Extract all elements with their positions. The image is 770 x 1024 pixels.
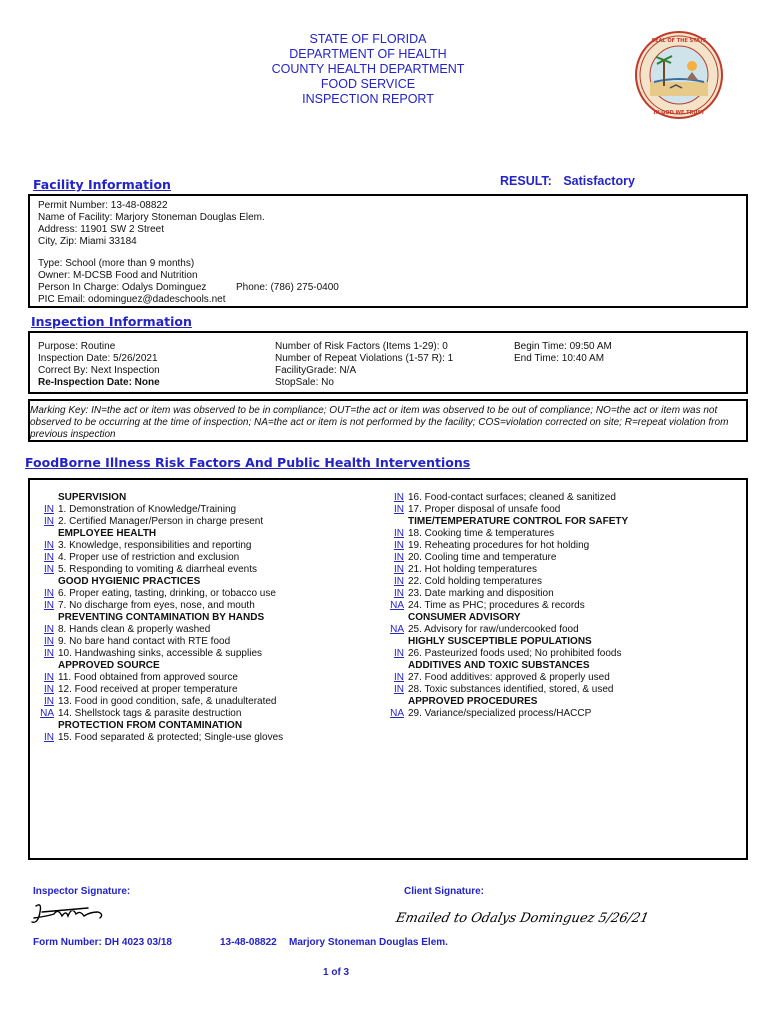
pic-email: PIC Email: odominguez@dadeschools.net <box>38 294 226 305</box>
checklist-item <box>32 504 332 516</box>
checklist-item-text: 28. Toxic substances identified, stored, & used <box>408 684 614 695</box>
header-line: COUNTY HEALTH DEPARTMENT <box>271 62 465 76</box>
inspector-signature-label: Inspector Signature: <box>33 886 131 897</box>
compliance-status: NA <box>40 708 54 719</box>
repeat-violation-count: Number of Repeat Violations (1-57 R): 1 <box>275 353 454 364</box>
facility-grade: FacilityGrade: N/A <box>275 365 357 376</box>
checklist-item <box>32 540 332 552</box>
compliance-status: IN <box>394 576 404 587</box>
correct-by: Correct By: Next Inspection <box>38 365 160 376</box>
compliance-status: IN <box>394 684 404 695</box>
checklist-item <box>32 672 332 684</box>
checklist-item <box>382 492 742 504</box>
category-row <box>382 612 742 624</box>
checklist-item <box>32 564 332 576</box>
compliance-status: NA <box>390 708 404 719</box>
compliance-status: IN <box>44 588 54 599</box>
checklist-item-text: 27. Food additives: approved & properly used <box>408 672 610 683</box>
page-number: 1 of 3 <box>323 967 350 978</box>
checklist-item <box>32 732 332 744</box>
compliance-status: IN <box>394 588 404 599</box>
category-row <box>382 636 742 648</box>
category-row <box>32 720 332 732</box>
checklist-item <box>382 540 742 552</box>
inspection-purpose: Purpose: Routine <box>38 341 116 352</box>
checklist-item-text: 6. Proper eating, tasting, drinking, or tobacco use <box>58 588 276 599</box>
category-heading: GOOD HYGIENIC PRACTICES <box>58 576 201 587</box>
category-heading: TIME/TEMPERATURE CONTROL FOR SAFETY <box>408 516 629 527</box>
begin-time: Begin Time: 09:50 AM <box>514 341 612 352</box>
checklist-item <box>32 516 332 528</box>
florida-state-seal-icon <box>634 30 724 120</box>
checklist-item-text: 1. Demonstration of Knowledge/Training <box>58 504 237 515</box>
reinspection-date: Re-Inspection Date: None <box>38 377 160 388</box>
inspection-date: Inspection Date: 5/26/2021 <box>38 353 158 364</box>
svg-text:SEAL OF THE STATE: SEAL OF THE STATE <box>651 38 707 44</box>
header-line: FOOD SERVICE <box>320 77 416 91</box>
compliance-status: IN <box>44 696 54 707</box>
checklist-item-text: 14. Shellstock tags & parasite destruction <box>58 708 242 719</box>
checklist-item <box>32 708 332 720</box>
svg-text:IN GOD WE TRUST: IN GOD WE TRUST <box>653 110 705 116</box>
category-row <box>382 660 742 672</box>
compliance-status: IN <box>394 528 404 539</box>
facility-owner: Owner: M-DCSB Food and Nutrition <box>38 270 198 281</box>
checklist-item <box>32 552 332 564</box>
compliance-status: IN <box>44 732 54 743</box>
checklist-item-text: 3. Knowledge, responsibilities and reporting <box>58 540 252 551</box>
checklist-item-text: 4. Proper use of restriction and exclusion <box>58 552 240 563</box>
category-heading: EMPLOYEE HEALTH <box>58 528 157 539</box>
checklist-item-text: 17. Proper disposal of unsafe food <box>408 504 561 515</box>
checklist-item <box>382 624 742 636</box>
checklist-item-text: 8. Hands clean & properly washed <box>58 624 211 635</box>
checklist-item <box>32 684 332 696</box>
compliance-status: NA <box>390 600 404 611</box>
marking-key-line: previous inspection <box>30 429 116 440</box>
compliance-status: IN <box>394 504 404 515</box>
compliance-status: IN <box>44 624 54 635</box>
end-time: End Time: 10:40 AM <box>514 353 605 364</box>
checklist-item <box>382 648 742 660</box>
compliance-status: IN <box>394 552 404 563</box>
checklist-item <box>382 600 742 612</box>
compliance-status: IN <box>394 564 404 575</box>
checklist-item-text: 20. Cooling time and temperature <box>408 552 557 563</box>
inspection-information-heading: Inspection Information <box>31 314 192 329</box>
person-in-charge: Person In Charge: Odalys Dominguez <box>38 282 207 293</box>
category-heading: HIGHLY SUSCEPTIBLE POPULATIONS <box>408 636 592 647</box>
facility-address: Address: 11901 SW 2 Street <box>38 224 164 235</box>
checklist-item-text: 10. Handwashing sinks, accessible & supplies <box>58 648 262 659</box>
checklist-item-text: 25. Advisory for raw/undercooked food <box>408 624 579 635</box>
marking-key-line: Marking Key: IN=the act or item was observed to be in compliance; OUT=the act or item was observed to be out of compliance; NO=the act or item was not <box>30 405 718 416</box>
checklist-item-text: 9. No bare hand contact with RTE food <box>58 636 231 647</box>
category-heading: ADDITIVES AND TOXIC SUBSTANCES <box>408 660 590 671</box>
facility-name: Name of Facility: Marjory Stoneman Douglas Elem. <box>38 212 265 223</box>
checklist-item-text: 16. Food-contact surfaces; cleaned & sanitized <box>408 492 616 503</box>
checklist-item-text: 5. Responding to vomiting & diarrheal events <box>58 564 258 575</box>
checklist-item <box>32 696 332 708</box>
foodborne-heading: FoodBorne Illness Risk Factors And Public Health Interventions <box>25 455 471 470</box>
inspection-result <box>500 174 635 188</box>
risk-factor-count: Number of Risk Factors (Items 1-29): 0 <box>275 341 448 352</box>
checklist-item <box>382 552 742 564</box>
inspection-info-box <box>28 331 748 394</box>
compliance-status: IN <box>44 684 54 695</box>
compliance-status: IN <box>44 516 54 527</box>
checklist-item-text: 15. Food separated & protected; Single-use gloves <box>58 732 284 743</box>
checklist-item-text: 19. Reheating procedures for hot holding <box>408 540 590 551</box>
result-label: RESULT: <box>500 174 552 188</box>
compliance-status: IN <box>44 564 54 575</box>
checklist-item-text: 2. Certified Manager/Person in charge present <box>58 516 264 527</box>
checklist-item <box>382 576 742 588</box>
facility-city-zip: City, Zip: Miami 33184 <box>38 236 137 247</box>
checklist-item <box>32 600 332 612</box>
category-row <box>32 612 332 624</box>
marking-key-box <box>28 399 748 442</box>
checklist-item-text: 7. No discharge from eyes, nose, and mouth <box>58 600 255 611</box>
result-value: Satisfactory <box>563 174 635 188</box>
foodborne-left-column <box>32 492 332 744</box>
checklist-item-text: 21. Hot holding temperatures <box>408 564 537 575</box>
category-heading: SUPERVISION <box>58 492 127 503</box>
foodborne-right-column <box>382 492 742 720</box>
category-heading: APPROVED SOURCE <box>58 660 160 671</box>
compliance-status: IN <box>44 504 54 515</box>
checklist-item-text: 24. Time as PHC; procedures & records <box>408 600 585 611</box>
compliance-status: NA <box>390 624 404 635</box>
checklist-item-text: 26. Pasteurized foods used; No prohibited foods <box>408 648 622 659</box>
report-header <box>230 32 506 107</box>
category-row <box>382 516 742 528</box>
checklist-item-text: 12. Food received at proper temperature <box>58 684 238 695</box>
checklist-item <box>382 684 742 696</box>
category-row <box>32 528 332 540</box>
marking-key-line: observed to be occurring at the time of inspection; NA=the act or item is not performed by the facility; COS=violation corrected on site; R=repeat violation from <box>30 417 729 428</box>
client-signature-label: Client Signature: <box>404 886 485 897</box>
checklist-item <box>382 564 742 576</box>
compliance-status: IN <box>394 540 404 551</box>
checklist-item-text: 13. Food in good condition, safe, & unadulterated <box>58 696 277 707</box>
inspector-signature-image <box>28 898 112 930</box>
checklist-item <box>32 624 332 636</box>
header-line: DEPARTMENT OF HEALTH <box>289 47 447 61</box>
category-row <box>32 492 332 504</box>
compliance-status: IN <box>44 636 54 647</box>
compliance-status: IN <box>394 492 404 503</box>
compliance-status: IN <box>44 552 54 563</box>
checklist-item <box>382 528 742 540</box>
category-heading: PREVENTING CONTAMINATION BY HANDS <box>58 612 265 623</box>
checklist-item-text: 18. Cooking time & temperatures <box>408 528 555 539</box>
compliance-status: IN <box>44 600 54 611</box>
checklist-item-text: 23. Date marking and disposition <box>408 588 554 599</box>
form-number: Form Number: DH 4023 03/18 <box>33 937 172 948</box>
category-heading: CONSUMER ADVISORY <box>408 612 521 623</box>
category-row <box>382 696 742 708</box>
compliance-status: IN <box>394 672 404 683</box>
foodborne-box <box>28 478 748 860</box>
checklist-item <box>382 588 742 600</box>
checklist-item <box>32 636 332 648</box>
facility-type: Type: School (more than 9 months) <box>38 258 195 269</box>
client-signature-image <box>394 900 651 930</box>
checklist-item <box>382 672 742 684</box>
compliance-status: IN <box>394 648 404 659</box>
footer-permit-number: 13-48-08822 <box>220 937 277 948</box>
facility-info-box <box>28 194 748 308</box>
category-heading: PROTECTION FROM CONTAMINATION <box>58 720 243 731</box>
category-row <box>32 660 332 672</box>
checklist-item <box>32 588 332 600</box>
checklist-item-text: 22. Cold holding temperatures <box>408 576 542 587</box>
header-line: INSPECTION REPORT <box>302 92 434 106</box>
stop-sale: StopSale: No <box>275 377 334 388</box>
category-row <box>32 576 332 588</box>
checklist-item <box>382 504 742 516</box>
footer-facility-name: Marjory Stoneman Douglas Elem. <box>289 937 448 948</box>
header-line: STATE OF FLORIDA <box>309 32 427 46</box>
category-heading: APPROVED PROCEDURES <box>408 696 538 707</box>
checklist-item <box>32 648 332 660</box>
compliance-status: IN <box>44 540 54 551</box>
facility-information-heading: Facility Information <box>33 177 171 192</box>
permit-number: Permit Number: 13-48-08822 <box>38 200 168 211</box>
compliance-status: IN <box>44 648 54 659</box>
facility-phone: Phone: (786) 275-0400 <box>236 282 339 293</box>
compliance-status: IN <box>44 672 54 683</box>
client-signature-text: Emailed to Odalys Dominguez 5/26/21 <box>394 911 651 926</box>
checklist-item <box>382 708 742 720</box>
checklist-item-text: 29. Variance/specialized process/HACCP <box>408 708 592 719</box>
checklist-item-text: 11. Food obtained from approved source <box>58 672 238 683</box>
